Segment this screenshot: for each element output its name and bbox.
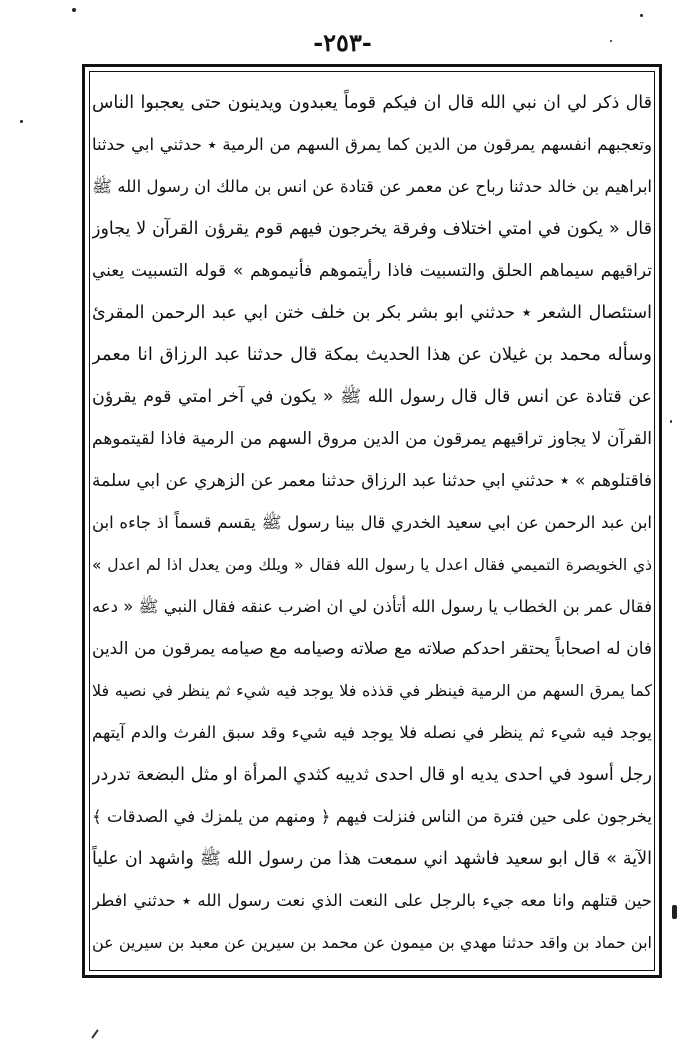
text-line: فاقتلوهم » ٭ حدثني ابي حدثنا عبد الرزاق حدثنا معمر عن الزهري عن ابي سلمة bbox=[92, 471, 652, 491]
text-line: ابراهيم بن خالد حدثنا رباح عن معمر عن قتادة عن انس بن مالك ان رسول الله ﷺ bbox=[92, 177, 652, 196]
scan-speck bbox=[672, 905, 677, 919]
text-line: تراقيهم سيماهم الحلق والتسبيت فاذا رأيتموهم فأنيموهم » قوله التسبيت يعني bbox=[92, 261, 652, 281]
text-line: يخرجون على حين فترة من الناس فنزلت فيهم ﴿ ومنهم من يلمزك في الصدقات ﴾ bbox=[92, 807, 652, 826]
text-line: رجل أسود في احدى يديه او قال احدى ثدييه كثدي المرأة او مثل البضعة تدردر bbox=[92, 765, 652, 785]
text-line: قال « يكون في امتي اختلاف وفرقة يخرجون فيهم قوم يقرؤن القرآن لا يجاوز bbox=[92, 219, 652, 239]
text-line: وتعجبهم انفسهم يمرقون من الدين كما يمرق السهم من الرمية ٭ حدثني ابي حدثنا bbox=[92, 135, 652, 154]
text-line: ابن عبد الرحمن عن ابي سعيد الخدري قال بينا رسول ﷺ يقسم قسماً اذ جاءه ابن bbox=[92, 513, 652, 532]
text-line: قال ذكر لي ان نبي الله قال ان فيكم قوماً يعبدون ويدينون حتى يعجبوا الناس bbox=[92, 93, 652, 113]
text-line: وسأله محمد بن غيلان عن هذا الحديث بمكة قال حدثنا عبد الرزاق انا معمر bbox=[92, 344, 652, 365]
text-line: كما يمرق السهم من الرمية فينظر في قذذه فلا يوجد فيه شيء ثم ينظر في نصيه فلا bbox=[92, 681, 652, 700]
scan-speck bbox=[72, 8, 76, 12]
scan-speck bbox=[610, 40, 612, 42]
text-line: حين قتلهم وانا معه جيء بالرجل على النعت الذي نعت رسول الله ٭ حدثني افطر bbox=[92, 891, 652, 910]
text-line: الآية » قال ابو سعيد فاشهد اني سمعت هذا من رسول الله ﷺ واشهد ان علياً bbox=[92, 849, 652, 869]
arabic-text-block bbox=[92, 82, 652, 964]
scan-mark bbox=[91, 1029, 98, 1038]
page-number: -٢٥٣- bbox=[313, 28, 372, 57]
scan-speck bbox=[20, 120, 23, 123]
text-line: فان له اصحاباً يحتقر احدكم صلاته مع صلاته وصيامه مع صيامه يمرقون من الدين bbox=[92, 639, 652, 659]
scan-speck bbox=[670, 420, 672, 423]
text-line: القرآن لا يجاوز تراقيهم يمرقون من الدين مروق السهم من الرمية فاذا لقيتموهم bbox=[92, 429, 652, 449]
text-line: يوجد فيه شيء ثم ينظر في نصله فلا يوجد فيه شيء وقد سبق الفرث والدم آيتهم bbox=[92, 723, 652, 742]
text-line: عن قتادة عن انس قال قال رسول الله ﷺ « يكون في آخر امتي قوم يقرؤن bbox=[92, 387, 652, 407]
text-line: استئصال الشعر ٭ حدثني ابو بشر بكر بن خلف ختن ابي عبد الرحمن المقرئ bbox=[92, 303, 652, 323]
scan-speck bbox=[640, 14, 643, 17]
text-line: ذي الخويصرة التميمي فقال اعدل يا رسول الله فقال « ويلك ومن يعدل اذا لم اعدل » bbox=[92, 556, 652, 574]
text-line: فقال عمر بن الخطاب يا رسول الله أتأذن لي ان اضرب عنقه فقال النبي ﷺ « دعه bbox=[92, 597, 652, 616]
text-line: ابن حماد بن واقد حدثنا مهدي بن ميمون عن محمد بن سيرين عن معبد بن سيرين عن bbox=[92, 933, 652, 952]
